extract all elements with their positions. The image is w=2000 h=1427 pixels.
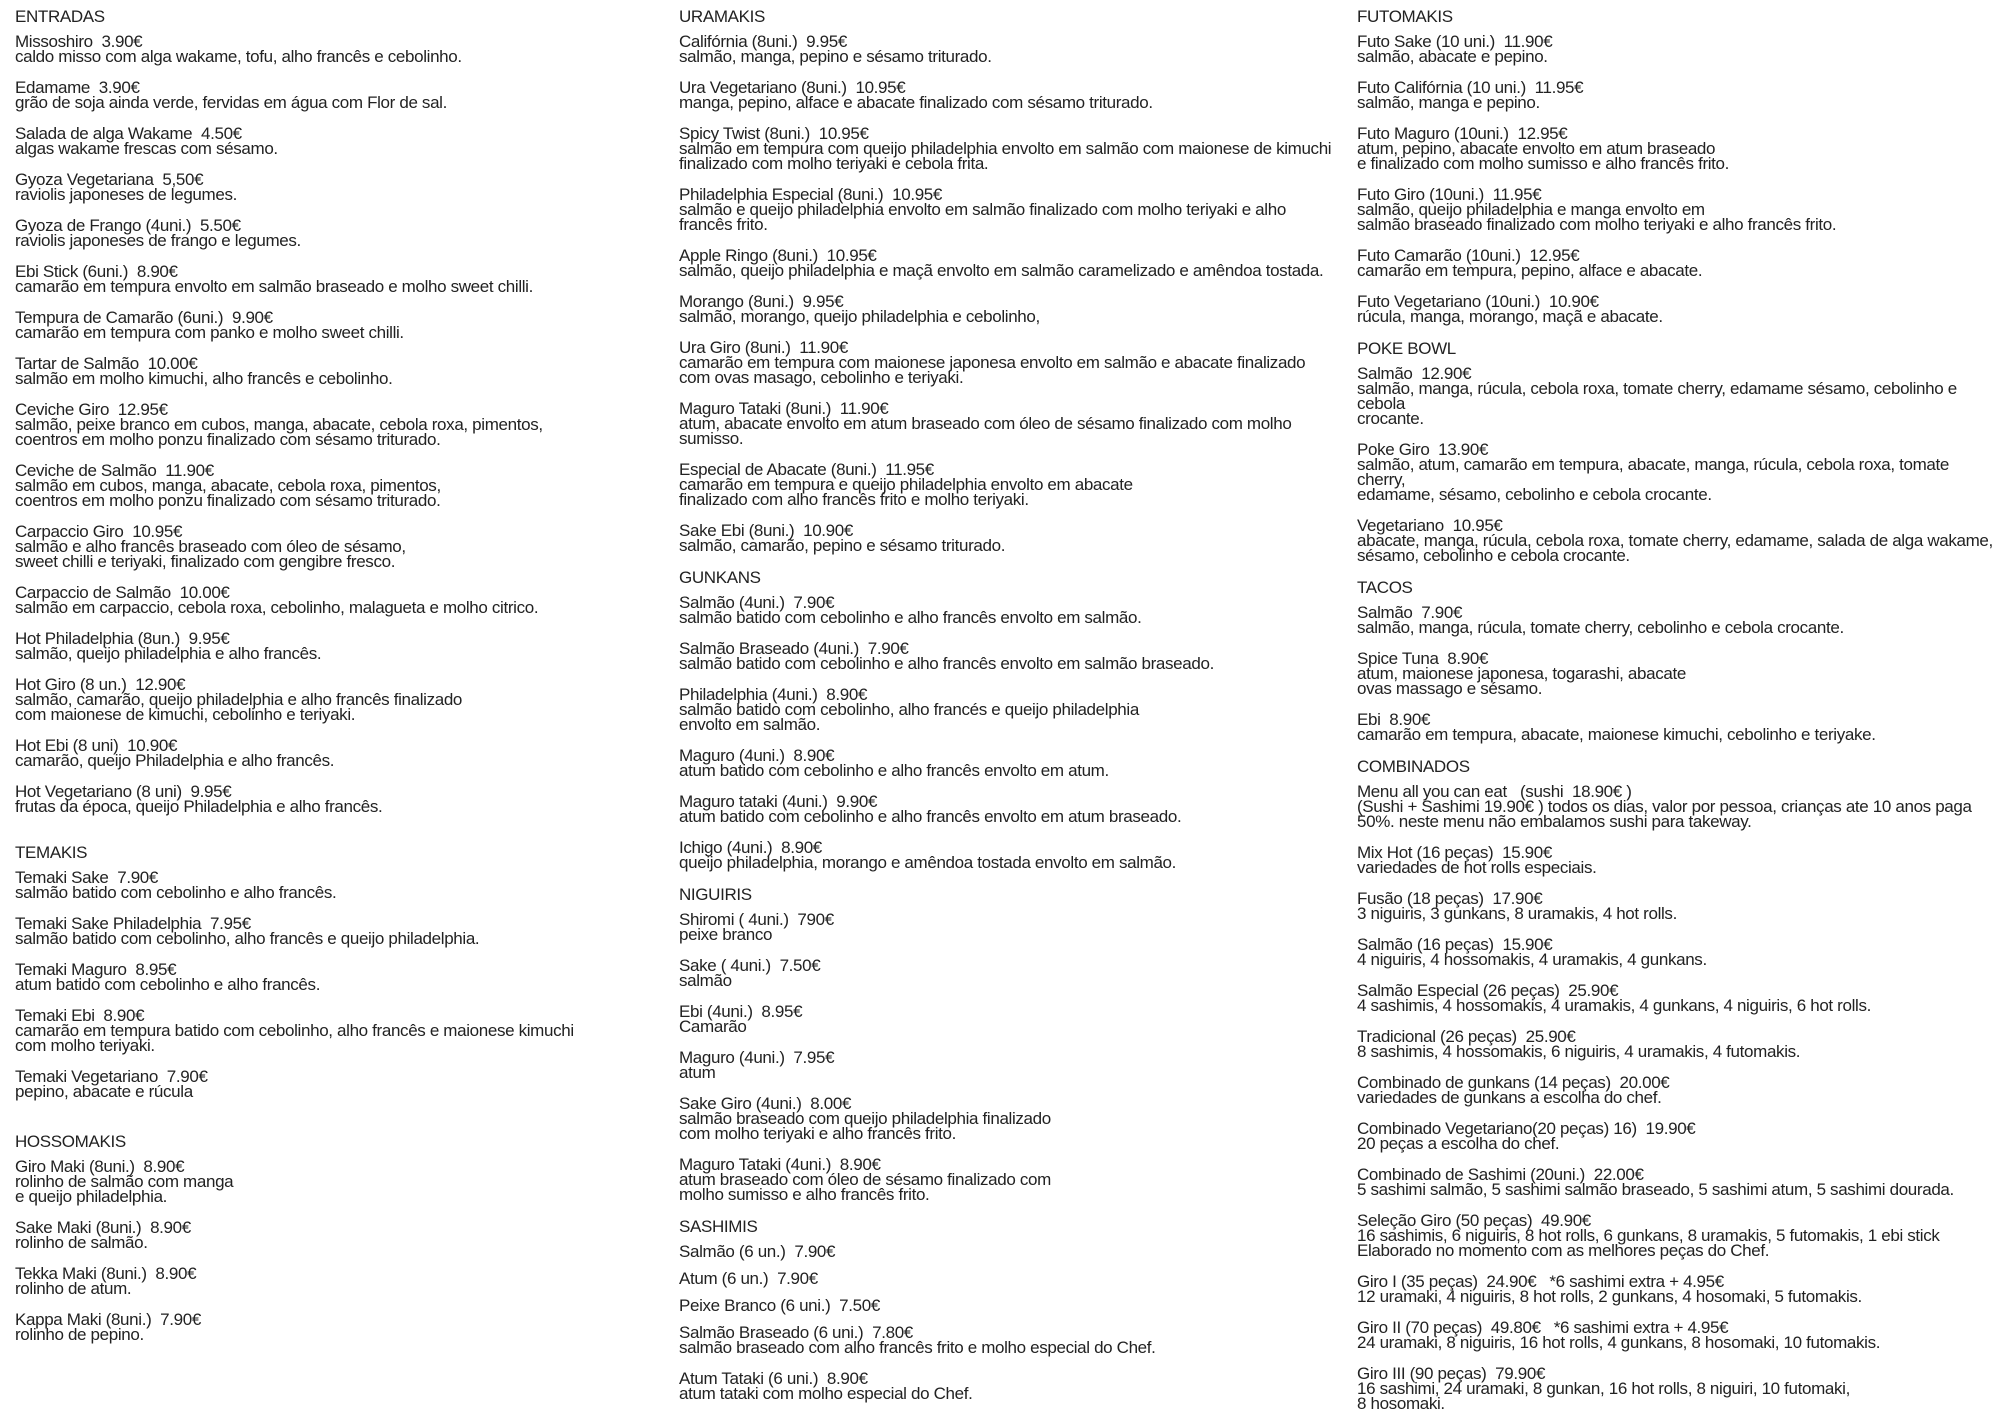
menu-item-description: 5 sashimi salmão, 5 sashimi salmão braseado, 5 sashimi atum, 5 sashimi dourada. bbox=[1357, 1180, 1954, 1199]
menu-item bbox=[679, 294, 1349, 324]
menu-item-description: salmão, manga e pepino. bbox=[1357, 93, 1540, 112]
menu-item-name: Tradicional (26 peças) 25.90€ bbox=[1357, 1027, 1576, 1046]
menu-item-description: salmão, peixe branco em cubos, manga, abacate, cebola roxa, pimentos, coentros em molho ponzu finalizado com sésamo triturado. bbox=[15, 415, 543, 449]
menu-item bbox=[679, 1004, 1349, 1034]
menu-item-name: Sake Giro (4uni.) 8.00€ bbox=[679, 1094, 852, 1113]
menu-item-name: Hot Giro (8 un.) 12.90€ bbox=[15, 675, 186, 694]
menu-item-name: Ebi Stick (6uni.) 8.90€ bbox=[15, 262, 178, 281]
menu-item bbox=[1357, 1366, 2000, 1411]
menu-section bbox=[1357, 579, 2000, 742]
menu-item-name: Futo Vegetariano (10uni.) 10.90€ bbox=[1357, 292, 1599, 311]
menu-item-name: Salmão 7.90€ bbox=[1357, 603, 1463, 622]
menu-item-name: Carpaccio Giro 10.95€ bbox=[15, 522, 183, 541]
menu-item-description: atum braseado com óleo de sésamo finalizado com molho sumisso e alho francês frito. bbox=[679, 1170, 1051, 1204]
menu-section bbox=[679, 569, 1349, 870]
menu-section bbox=[1357, 340, 2000, 563]
menu-item-name: Gyoza Vegetariana 5,50€ bbox=[15, 170, 204, 189]
menu-item bbox=[15, 1312, 655, 1342]
menu-item-name: Fusão (18 peças) 17.90€ bbox=[1357, 889, 1543, 908]
menu-item bbox=[679, 340, 1349, 385]
menu-item-name: Futo Maguro (10uni.) 12.95€ bbox=[1357, 124, 1568, 143]
menu-item-name: Ebi 8.90€ bbox=[1357, 710, 1431, 729]
menu-item bbox=[1357, 983, 2000, 1013]
menu-item-name: Hot Philadelphia (8un.) 9.95€ bbox=[15, 629, 230, 648]
menu-item-description: grão de soja ainda verde, fervidas em água com Flor de sal. bbox=[15, 93, 447, 112]
menu-item bbox=[1357, 1320, 2000, 1350]
menu-item-name: Combinado Vegetariano(20 peças) 16) 19.90€ bbox=[1357, 1119, 1696, 1138]
menu-item-name: Futo Giro (10uni.) 11.95€ bbox=[1357, 185, 1542, 204]
menu-item-name: Combinado de Sashimi (20uni.) 22.00€ bbox=[1357, 1165, 1644, 1184]
menu-item-description: variedades de hot rolls especiais. bbox=[1357, 858, 1597, 877]
menu-item-description: 4 sashimis, 4 hossomakis, 4 uramakis, 4 gunkans, 4 niguiris, 6 hot rolls. bbox=[1357, 996, 1871, 1015]
menu-section bbox=[15, 1133, 655, 1342]
menu-item-name: Tekka Maki (8uni.) 8.90€ bbox=[15, 1264, 197, 1283]
menu-item bbox=[15, 870, 655, 900]
menu-item-name: Missoshiro 3.90€ bbox=[15, 32, 143, 51]
menu-item-description: salmão, queijo philadelphia e maçã envolto em salmão caramelizado e amêndoa tostada. bbox=[679, 261, 1324, 280]
menu-item-name: Salmão Braseado (6 uni.) 7.80€ bbox=[679, 1323, 913, 1342]
menu-item-name: Apple Ringo (8uni.) 10.95€ bbox=[679, 246, 877, 265]
menu-item-description: queijo philadelphia, morango e amêndoa tostada envolto em salmão. bbox=[679, 853, 1177, 872]
menu-item-description: camarão, queijo Philadelphia e alho francês. bbox=[15, 751, 335, 770]
menu-item bbox=[15, 1266, 655, 1296]
menu-column-2 bbox=[679, 8, 1349, 1417]
section-title: TACOS bbox=[1357, 578, 1413, 597]
menu-item-description: salmão, queijo philadelphia e manga envolto em salmão braseado finalizado com molho teriyaki e alho francês frito. bbox=[1357, 200, 1837, 234]
menu-item bbox=[1357, 845, 2000, 875]
section-title: FUTOMAKIS bbox=[1357, 7, 1453, 26]
menu-item bbox=[1357, 294, 2000, 324]
menu-item-description: salmão, manga, rúcula, tomate cherry, cebolinho e cebola crocante. bbox=[1357, 618, 1844, 637]
menu-column-1 bbox=[15, 8, 655, 1358]
menu-item-name: Salmão Especial (26 peças) 25.90€ bbox=[1357, 981, 1619, 1000]
menu-item bbox=[1357, 1075, 2000, 1105]
menu-item bbox=[1357, 605, 2000, 635]
menu-item-description: peixe branco bbox=[679, 925, 773, 944]
menu-item-name: Sake Maki (8uni.) 8.90€ bbox=[15, 1218, 191, 1237]
menu-item bbox=[15, 34, 655, 64]
menu-item-description: salmão batido com cebolinho, alho francés e queijo philadelphia envolto em salmão. bbox=[679, 700, 1139, 734]
menu-item bbox=[15, 962, 655, 992]
menu-item bbox=[1357, 80, 2000, 110]
menu-item-description: atum tataki com molho especial do Chef. bbox=[679, 1384, 973, 1403]
section-title: TEMAKIS bbox=[15, 843, 88, 862]
menu-item-description: rolinho de atum. bbox=[15, 1279, 132, 1298]
menu-item bbox=[679, 523, 1349, 553]
menu-section bbox=[15, 8, 655, 814]
menu-item bbox=[15, 126, 655, 156]
menu-item-name: Temaki Maguro 8.95€ bbox=[15, 960, 177, 979]
menu-item bbox=[679, 126, 1349, 171]
menu-item-description: (Sushi + Sashimi 19.90€ ) todos os dias, valor por pessoa, crianças ate 10 anos paga 50%. neste menu não embalamos sushi para takeway. bbox=[1357, 797, 1972, 831]
menu-item-description: atum, abacate envolto em atum braseado com óleo de sésamo finalizado com molho sumisso. bbox=[679, 414, 1292, 448]
section-title: URAMAKIS bbox=[679, 7, 765, 26]
menu-item bbox=[1357, 1213, 2000, 1258]
menu-item-name: Maguro Tataki (8uni.) 11.90€ bbox=[679, 399, 889, 418]
menu-item-name: Futo Camarão (10uni.) 12.95€ bbox=[1357, 246, 1580, 265]
menu-item-name: Gyoza de Frango (4uni.) 5.50€ bbox=[15, 216, 241, 235]
menu-item-description: atum batido com cebolinho e alho francês envolto em atum. bbox=[679, 761, 1109, 780]
menu-item bbox=[1357, 1167, 2000, 1197]
menu-item-name: Salmão (4uni.) 7.90€ bbox=[679, 593, 835, 612]
menu-item-description: camarão em tempura e queijo philadelphia envolto em abacate finalizado com alho francês frito e molho teriyaki. bbox=[679, 475, 1133, 509]
menu-item bbox=[679, 1157, 1349, 1202]
menu-item-name: Futo Sake (10 uni.) 11.90€ bbox=[1357, 32, 1553, 51]
menu-item bbox=[15, 1008, 655, 1053]
menu-item-description: atum, pepino, abacate envolto em atum braseado e finalizado com molho sumisso e alho francês frito. bbox=[1357, 139, 1730, 173]
menu-item-name: Giro I (35 peças) 24.90€ *6 sashimi extra + 4.95€ bbox=[1357, 1272, 1724, 1291]
menu-item-name: Tempura de Camarão (6uni.) 9.90€ bbox=[15, 308, 273, 327]
menu-item-description: salmão, atum, camarão em tempura, abacate, manga, rúcula, cebola roxa, tomate cherry, edamame, sésamo, cebolinho e cebola crocante. bbox=[1357, 455, 1949, 504]
menu-item-description: camarão em tempura com maionese japonesa envolto em salmão e abacate finalizado com ovas masago, cebolinho e teriyaki. bbox=[679, 353, 1306, 387]
menu-item bbox=[679, 1244, 1349, 1259]
menu-item bbox=[679, 840, 1349, 870]
menu-item-name: Philadelphia (4uni.) 8.90€ bbox=[679, 685, 868, 704]
menu-item-description: salmão em cubos, manga, abacate, cebola roxa, pimentos, coentros em molho ponzu finalizado com sésamo triturado. bbox=[15, 476, 441, 510]
menu-item bbox=[679, 248, 1349, 278]
menu-item-description: caldo misso com alga wakame, tofu, alho francês e cebolinho. bbox=[15, 47, 462, 66]
menu-section bbox=[1357, 758, 2000, 1411]
menu-item-description: algas wakame frescas com sésamo. bbox=[15, 139, 278, 158]
menu-item-name: Edamame 3.90€ bbox=[15, 78, 140, 97]
menu-item-name: Maguro (4uni.) 7.95€ bbox=[679, 1048, 835, 1067]
menu-item-name: Sake ( 4uni.) 7.50€ bbox=[679, 956, 821, 975]
menu-item-description: salmão braseado com alho francês frito e molho especial do Chef. bbox=[679, 1338, 1156, 1357]
menu-item bbox=[1357, 651, 2000, 696]
menu-item-name: Kappa Maki (8uni.) 7.90€ bbox=[15, 1310, 201, 1329]
menu-item bbox=[679, 401, 1349, 446]
menu-section bbox=[15, 844, 655, 1099]
menu-item-description: 12 uramaki, 4 niguiris, 8 hot rolls, 2 gunkans, 4 hosomaki, 5 futomakis. bbox=[1357, 1287, 1862, 1306]
menu-item-description: salmão, queijo philadelphia e alho francês. bbox=[15, 644, 322, 663]
menu-item bbox=[679, 1371, 1349, 1401]
menu-item-description: salmão, manga, rúcula, cebola roxa, tomate cherry, edamame sésamo, cebolinho e cebola crocante. bbox=[1357, 379, 1957, 428]
section-title: ENTRADAS bbox=[15, 7, 105, 26]
menu-item-description: salmão e queijo philadelphia envolto em salmão finalizado com molho teriyaki e alho francês frito. bbox=[679, 200, 1286, 234]
menu-item-name: Maguro tataki (4uni.) 9.90€ bbox=[679, 792, 878, 811]
menu-item-description: 8 sashimis, 4 hossomakis, 6 niguiris, 4 uramakis, 4 futomakis. bbox=[1357, 1042, 1801, 1061]
menu-item-description: atum batido com cebolinho e alho francês. bbox=[15, 975, 321, 994]
menu-item bbox=[15, 524, 655, 569]
menu-section bbox=[679, 886, 1349, 1202]
menu-item bbox=[15, 264, 655, 294]
menu-item-description: camarão em tempura, abacate, maionese kimuchi, cebolinho e teriyake. bbox=[1357, 725, 1876, 744]
menu-item bbox=[679, 748, 1349, 778]
menu-item bbox=[679, 958, 1349, 988]
menu-item bbox=[15, 402, 655, 447]
menu-item-description: rolinho de salmão. bbox=[15, 1233, 148, 1252]
menu-item bbox=[679, 462, 1349, 507]
menu-item bbox=[679, 687, 1349, 732]
menu-item-name: Carpaccio de Salmão 10.00€ bbox=[15, 583, 230, 602]
menu-item bbox=[15, 585, 655, 615]
menu-item-description: 24 uramaki, 8 niguiris, 16 hot rolls, 4 gunkans, 8 hosomaki, 10 futomakis. bbox=[1357, 1333, 1881, 1352]
menu-item-name: Giro Maki (8uni.) 8.90€ bbox=[15, 1157, 185, 1176]
menu-item-name: Maguro Tataki (4uni.) 8.90€ bbox=[679, 1155, 881, 1174]
menu-item bbox=[679, 34, 1349, 64]
menu-item bbox=[1357, 937, 2000, 967]
menu-item-name: Ura Giro (8uni.) 11.90€ bbox=[679, 338, 848, 357]
menu-item-name: Tartar de Salmão 10.00€ bbox=[15, 354, 198, 373]
menu-item-description: frutas da época, queijo Philadelphia e alho francês. bbox=[15, 797, 383, 816]
menu-item bbox=[15, 1069, 655, 1099]
menu-item bbox=[679, 1271, 1349, 1286]
menu-item-name: Salmão (16 peças) 15.90€ bbox=[1357, 935, 1553, 954]
menu-item-name: Maguro (4uni.) 8.90€ bbox=[679, 746, 835, 765]
menu-section bbox=[679, 8, 1349, 553]
menu-item bbox=[15, 310, 655, 340]
menu-item bbox=[15, 738, 655, 768]
menu-item bbox=[15, 677, 655, 722]
menu-item-description: camarão em tempura, pepino, alface e abacate. bbox=[1357, 261, 1703, 280]
section-title: GUNKANS bbox=[679, 568, 761, 587]
menu-item bbox=[679, 1050, 1349, 1080]
menu-item-description: abacate, manga, rúcula, cebola roxa, tomate cherry, edamame, salada de alga wakame, sésamo, cebolinho e cebola crocante. bbox=[1357, 531, 1993, 565]
menu-item-name: Salmão Braseado (4uni.) 7.90€ bbox=[679, 639, 909, 658]
menu-item-name: Ichigo (4uni.) 8.90€ bbox=[679, 838, 822, 857]
menu-item-description: salmão batido com cebolinho e alho francês envolto em salmão. bbox=[679, 608, 1142, 627]
menu-item-name: Seleção Giro (50 peças) 49.90€ bbox=[1357, 1211, 1591, 1230]
section-title: HOSSOMAKIS bbox=[15, 1132, 126, 1151]
menu-item-description: camarão em tempura com panko e molho sweet chilli. bbox=[15, 323, 404, 342]
menu-item-description: 4 niguiris, 4 hossomakis, 4 uramakis, 4 gunkans. bbox=[1357, 950, 1707, 969]
menu-item-description: salmão batido com cebolinho e alho francês. bbox=[15, 883, 337, 902]
menu-item-description: rúcula, manga, morango, maçã e abacate. bbox=[1357, 307, 1663, 326]
menu-item-name: Hot Vegetariano (8 uni) 9.95€ bbox=[15, 782, 232, 801]
menu-item-description: rolinho de pepino. bbox=[15, 1325, 144, 1344]
menu-item-name: Hot Ebi (8 uni) 10.90€ bbox=[15, 736, 178, 755]
menu-item-name: Especial de Abacate (8uni.) 11.95€ bbox=[679, 460, 934, 479]
menu-item-name: Ura Vegetariano (8uni.) 10.95€ bbox=[679, 78, 906, 97]
menu-item-description: raviolis japoneses de frango e legumes. bbox=[15, 231, 301, 250]
menu-item-name: Combinado de gunkans (14 peças) 20.00€ bbox=[1357, 1073, 1670, 1092]
menu-item bbox=[15, 631, 655, 661]
menu-item bbox=[15, 463, 655, 508]
section-title: NIGUIRIS bbox=[679, 885, 752, 904]
menu-item-description: salmão em carpaccio, cebola roxa, cebolinho, malagueta e molho citrico. bbox=[15, 598, 539, 617]
menu-item-name: Salmão (6 un.) 7.90€ bbox=[679, 1242, 836, 1261]
menu-item-name: Mix Hot (16 peças) 15.90€ bbox=[1357, 843, 1552, 862]
menu-item bbox=[1357, 442, 2000, 502]
menu-item-description: 16 sashimi, 24 uramaki, 8 gunkan, 16 hot rolls, 8 niguiri, 10 futomaki, 8 hosomaki. bbox=[1357, 1379, 1850, 1413]
menu-item-name: Spice Tuna 8.90€ bbox=[1357, 649, 1489, 668]
menu-item bbox=[1357, 187, 2000, 232]
menu-item-description: salmão e alho francês braseado com óleo de sésamo, sweet chilli e teriyaki, finalizado com gengibre fresco. bbox=[15, 537, 406, 571]
menu-item bbox=[679, 912, 1349, 942]
menu-item bbox=[1357, 126, 2000, 171]
menu-item-description: salmão, camarão, pepino e sésamo triturado. bbox=[679, 536, 1006, 555]
menu-section bbox=[1357, 8, 2000, 324]
menu-item-description: variedades de gunkans a escolha do chef. bbox=[1357, 1088, 1662, 1107]
menu-item-name: Salmão 12.90€ bbox=[1357, 364, 1472, 383]
menu-item-name: Philadelphia Especial (8uni.) 10.95€ bbox=[679, 185, 943, 204]
menu-item bbox=[15, 172, 655, 202]
menu-item-name: Ceviche de Salmão 11.90€ bbox=[15, 461, 214, 480]
menu-item-name: Morango (8uni.) 9.95€ bbox=[679, 292, 844, 311]
menu-item bbox=[679, 187, 1349, 232]
menu-section bbox=[679, 1218, 1349, 1401]
menu-item-name: Temaki Sake 7.90€ bbox=[15, 868, 159, 887]
menu-item-name: Menu all you can eat (sushi 18.90€ ) bbox=[1357, 782, 1632, 801]
menu-item-name: Temaki Vegetariano 7.90€ bbox=[15, 1067, 208, 1086]
menu-item-name: Giro II (70 peças) 49.80€ *6 sashimi extra + 4.95€ bbox=[1357, 1318, 1729, 1337]
menu-column-3 bbox=[1357, 8, 2000, 1427]
menu-item-description: 16 sashimis, 6 niguiris, 8 hot rolls, 6 gunkans, 8 uramakis, 5 futomakis, 1 ebi stick Elaborado no momento com as melhores peças do Chef. bbox=[1357, 1226, 1940, 1260]
menu-item-name: Spicy Twist (8uni.) 10.95€ bbox=[679, 124, 869, 143]
menu-item-name: Giro III (90 peças) 79.90€ bbox=[1357, 1364, 1546, 1383]
menu-item-description: salmão, abacate e pepino. bbox=[1357, 47, 1548, 66]
menu-item bbox=[1357, 891, 2000, 921]
menu-item-name: Sake Ebi (8uni.) 10.90€ bbox=[679, 521, 853, 540]
menu-item bbox=[679, 595, 1349, 625]
menu-item-description: salmão em molho kimuchi, alho francês e cebolinho. bbox=[15, 369, 393, 388]
menu-item bbox=[1357, 366, 2000, 426]
menu-item bbox=[679, 794, 1349, 824]
menu-item-name: Vegetariano 10.95€ bbox=[1357, 516, 1503, 535]
menu-item bbox=[1357, 518, 2000, 563]
menu-item bbox=[679, 1298, 1349, 1313]
menu-item bbox=[15, 356, 655, 386]
menu-item-description: rolinho de salmão com manga e queijo philadelphia. bbox=[15, 1172, 234, 1206]
menu-item bbox=[1357, 712, 2000, 742]
menu-item-description: salmão batido com cebolinho e alho francês envolto em salmão braseado. bbox=[679, 654, 1214, 673]
menu-item-description: atum bbox=[679, 1063, 716, 1082]
menu-item-description: salmão, manga, pepino e sésamo triturado. bbox=[679, 47, 992, 66]
menu-item bbox=[679, 641, 1349, 671]
menu-item-name: Temaki Ebi 8.90€ bbox=[15, 1006, 145, 1025]
menu-item-description: salmão bbox=[679, 971, 732, 990]
menu-item bbox=[15, 218, 655, 248]
menu-item-name: Temaki Sake Philadelphia 7.95€ bbox=[15, 914, 251, 933]
menu-item-description: salmão batido com cebolinho, alho francês e queijo philadelphia. bbox=[15, 929, 480, 948]
menu-item-name: Salada de alga Wakame 4.50€ bbox=[15, 124, 242, 143]
menu-item-name: Poke Giro 13.90€ bbox=[1357, 440, 1489, 459]
menu-item bbox=[15, 1159, 655, 1204]
menu-item-description: raviolis japoneses de legumes. bbox=[15, 185, 237, 204]
menu-item bbox=[1357, 34, 2000, 64]
menu-item bbox=[15, 784, 655, 814]
menu-item-description: salmão, camarão, queijo philadelphia e alho francês finalizado com maionese de kimuchi, cebolinho e teriyaki. bbox=[15, 690, 463, 724]
menu-item-name: Peixe Branco (6 uni.) 7.50€ bbox=[679, 1296, 880, 1315]
menu-item bbox=[1357, 248, 2000, 278]
menu-item-description: 3 niguiris, 3 gunkans, 8 uramakis, 4 hot rolls. bbox=[1357, 904, 1677, 923]
menu-item bbox=[679, 1325, 1349, 1355]
menu-item-description: atum batido com cebolinho e alho francês envolto em atum braseado. bbox=[679, 807, 1182, 826]
menu-item-description: manga, pepino, alface e abacate finalizado com sésamo triturado. bbox=[679, 93, 1153, 112]
menu-item-name: Futo Califórnia (10 uni.) 11.95€ bbox=[1357, 78, 1584, 97]
menu-item-description: 20 peças a escolha do chef. bbox=[1357, 1134, 1560, 1153]
menu-item bbox=[15, 80, 655, 110]
menu-item-description: camarão em tempura envolto em salmão braseado e molho sweet chilli. bbox=[15, 277, 533, 296]
menu-item-description: salmão braseado com queijo philadelphia finalizado com molho teriyaki e alho francês frito. bbox=[679, 1109, 1051, 1143]
menu-item bbox=[1357, 1121, 2000, 1151]
menu-item bbox=[1357, 1274, 2000, 1304]
menu-item-name: Ebi (4uni.) 8.95€ bbox=[679, 1002, 803, 1021]
section-title: COMBINADOS bbox=[1357, 757, 1470, 776]
menu-item-description: pepino, abacate e rúcula bbox=[15, 1082, 193, 1101]
menu-item bbox=[1357, 784, 2000, 829]
section-title: SASHIMIS bbox=[679, 1217, 758, 1236]
menu-item-name: Ceviche Giro 12.95€ bbox=[15, 400, 168, 419]
menu-item-name: Atum (6 un.) 7.90€ bbox=[679, 1269, 818, 1288]
menu-item-name: Califórnia (8uni.) 9.95€ bbox=[679, 32, 847, 51]
menu-item bbox=[15, 1220, 655, 1250]
menu-item bbox=[679, 1096, 1349, 1141]
menu-item bbox=[1357, 1029, 2000, 1059]
menu-item bbox=[15, 916, 655, 946]
menu-item-name: Atum Tataki (6 uni.) 8.90€ bbox=[679, 1369, 868, 1388]
menu-item-description: salmão, morango, queijo philadelphia e cebolinho, bbox=[679, 307, 1040, 326]
menu-item-name: Shiromi ( 4uni.) 790€ bbox=[679, 910, 834, 929]
menu-item bbox=[679, 80, 1349, 110]
menu-item-description: camarão em tempura batido com cebolinho, alho francês e maionese kimuchi com molho teriyaki. bbox=[15, 1021, 574, 1055]
menu-item-description: Camarão bbox=[679, 1017, 747, 1036]
menu-item-description: salmão em tempura com queijo philadelphia envolto em salmão com maionese de kimuchi finalizado com molho teriyaki e cebola frita. bbox=[679, 139, 1332, 173]
menu-item-description: atum, maionese japonesa, togarashi, abacate ovas massago e sésamo. bbox=[1357, 664, 1686, 698]
section-title: POKE BOWL bbox=[1357, 339, 1456, 358]
